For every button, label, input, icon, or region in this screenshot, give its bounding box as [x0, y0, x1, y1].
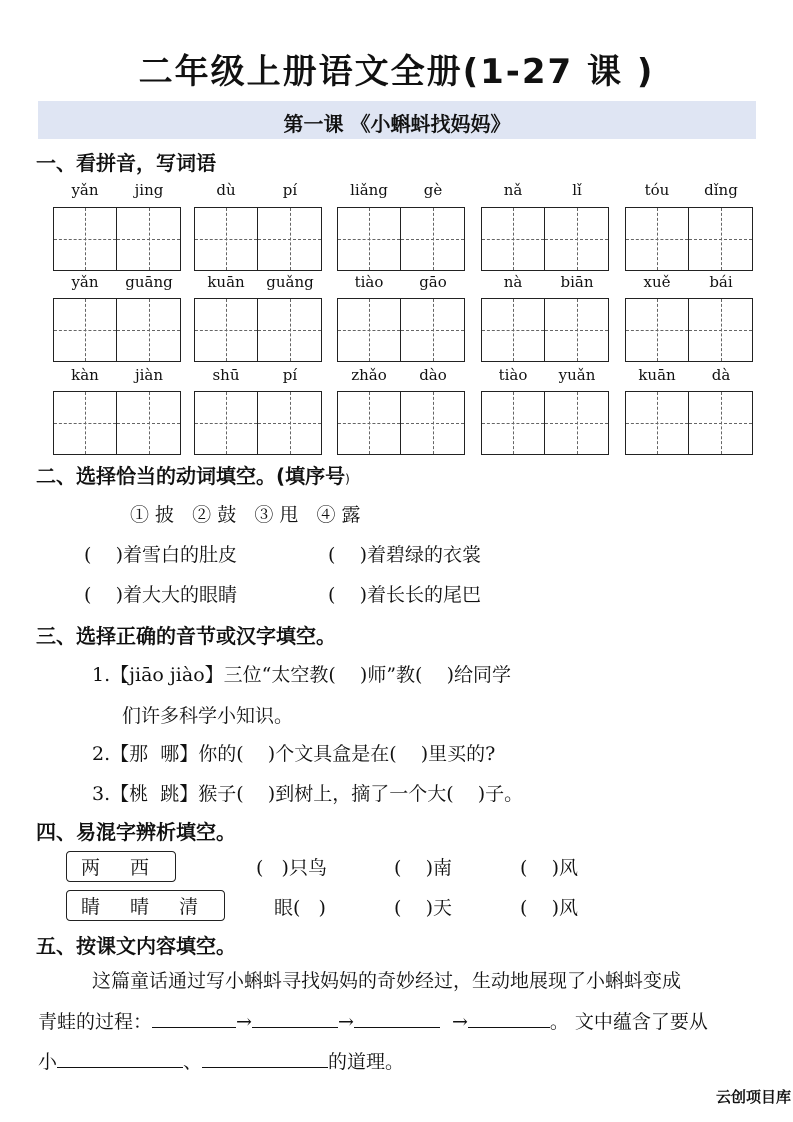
writing-cell[interactable]: [545, 391, 609, 455]
writing-box-pair[interactable]: [625, 298, 753, 362]
writing-cell[interactable]: [625, 207, 689, 271]
section5-title: 五、按课文内容填空。: [36, 934, 236, 958]
writing-box-pair[interactable]: [481, 207, 609, 271]
writing-cell[interactable]: [401, 298, 465, 362]
pinyin-syllable: shū: [212, 366, 240, 384]
answer-blank-3[interactable]: [354, 1009, 440, 1028]
verb-item-3: ( )着大大的眼睛: [84, 584, 237, 606]
pinyin-syllable: kàn: [71, 366, 99, 384]
pinyin-syllable: gè: [423, 181, 443, 199]
pinyin-syllable: nǎ: [503, 181, 523, 199]
lesson-title: 第一课 《小蝌蚪找妈妈》: [283, 112, 511, 136]
pinyin-syllable: jiàn: [134, 366, 164, 384]
writing-box-pair[interactable]: [194, 207, 322, 271]
q2-line: 2.【那 哪】你的( )个文具盒是在( )里买的?: [92, 743, 496, 765]
writing-cell[interactable]: [625, 298, 689, 362]
pinyin-syllable: guāng: [125, 273, 173, 291]
writing-cell[interactable]: [481, 207, 545, 271]
answer-blank-6[interactable]: [202, 1049, 328, 1068]
footer-watermark: 云创项目库: [715, 1088, 791, 1106]
group1-item-1: ( )只鸟: [256, 857, 327, 879]
summary-line2-start: 青蛙的过程：: [38, 1011, 153, 1033]
writing-cell[interactable]: [117, 207, 181, 271]
pinyin-syllable: nà: [503, 273, 523, 291]
pinyin-syllable: kuān: [638, 366, 676, 384]
writing-cell[interactable]: [194, 391, 258, 455]
writing-cell[interactable]: [117, 391, 181, 455]
pinyin-syllable: dǐng: [704, 181, 738, 199]
pinyin-syllable: bái: [709, 273, 733, 291]
pinyin-syllable: dù: [216, 181, 236, 199]
writing-cell[interactable]: [117, 298, 181, 362]
pinyin-syllable: tiào: [498, 366, 528, 384]
writing-cell[interactable]: [545, 298, 609, 362]
verb-item-2: ( )着碧绿的衣裳: [328, 544, 481, 566]
writing-box-pair[interactable]: [625, 207, 753, 271]
writing-cell[interactable]: [194, 298, 258, 362]
writing-cell[interactable]: [258, 298, 322, 362]
arrow-3: →: [451, 1011, 468, 1033]
summary-line2: [38, 1007, 708, 1034]
writing-box-pair[interactable]: [53, 207, 181, 271]
writing-cell[interactable]: [545, 207, 609, 271]
pinyin-syllable: tóu: [644, 181, 670, 199]
page-title: 二年级上册语文全册(1-27 课 ): [138, 52, 655, 92]
writing-box-pair[interactable]: [337, 298, 465, 362]
writing-cell[interactable]: [401, 207, 465, 271]
writing-cell[interactable]: [481, 298, 545, 362]
pinyin-syllable: gāo: [419, 273, 447, 291]
summary-line2-end: 。 文中蕴含了要从: [549, 1011, 708, 1033]
pinyin-syllable: yǎn: [71, 273, 99, 291]
group1-item-2: ( )南: [394, 857, 452, 879]
writing-box-pair[interactable]: [481, 298, 609, 362]
verb-item-1: ( )着雪白的肚皮: [84, 544, 237, 566]
q1-line1: 1.【jiāo jiào】三位“太空教( )师”教( )给同学: [92, 664, 512, 686]
writing-box-pair[interactable]: [337, 207, 465, 271]
answer-blank-2[interactable]: [252, 1009, 338, 1028]
writing-cell[interactable]: [401, 391, 465, 455]
arrow-1: →: [236, 1011, 252, 1033]
pinyin-syllable: lǐ: [572, 181, 582, 199]
pinyin-syllable: pí: [282, 181, 298, 199]
section4-title: 四、易混字辨析填空。: [36, 820, 236, 844]
writing-cell[interactable]: [258, 391, 322, 455]
section2-title-text: 二、选择恰当的动词填空。(填序号: [36, 464, 346, 488]
group2-item-3: ( )风: [520, 897, 578, 919]
writing-cell[interactable]: [53, 207, 117, 271]
answer-blank-4[interactable]: [468, 1009, 550, 1028]
writing-box-pair[interactable]: [337, 391, 465, 455]
pinyin-syllable: zhǎo: [351, 366, 387, 384]
writing-cell[interactable]: [53, 298, 117, 362]
summary-line3-start: 小: [38, 1051, 58, 1073]
writing-cell[interactable]: [194, 207, 258, 271]
writing-cell[interactable]: [481, 391, 545, 455]
pinyin-syllable: yǎn: [71, 181, 99, 199]
pinyin-syllable: guǎng: [266, 273, 314, 291]
q3-line: 3.【桃 跳】猴子( )到树上，摘了一个大( )子。: [92, 783, 524, 805]
summary-line3-end: 的道理。: [328, 1051, 405, 1073]
pinyin-syllable: xuě: [643, 273, 671, 291]
answer-blank-5[interactable]: [57, 1049, 183, 1068]
writing-cell[interactable]: [337, 298, 401, 362]
verb-item-4: ( )着长长的尾巴: [328, 584, 481, 606]
verb-options: ① 披 ② 鼓 ③ 甩 ④ 露: [130, 504, 361, 526]
answer-blank-1[interactable]: [152, 1009, 236, 1028]
writing-cell[interactable]: [689, 391, 753, 455]
writing-cell[interactable]: [337, 391, 401, 455]
section3-title: 三、选择正确的音节或汉字填空。: [36, 624, 336, 648]
writing-box-pair[interactable]: [194, 298, 322, 362]
writing-cell[interactable]: [625, 391, 689, 455]
pinyin-syllable: yuǎn: [558, 366, 596, 384]
pinyin-syllable: dào: [419, 366, 447, 384]
char-group-1: 两 西: [66, 851, 176, 882]
arrow-2: →: [337, 1011, 354, 1033]
writing-cell[interactable]: [689, 207, 753, 271]
group2-item-1: 眼( ): [274, 897, 326, 919]
writing-cell[interactable]: [689, 298, 753, 362]
writing-box-pair[interactable]: [53, 391, 181, 455]
writing-cell[interactable]: [53, 391, 117, 455]
writing-cell[interactable]: [258, 207, 322, 271]
section2-title-tail: ): [345, 472, 350, 486]
section2-title: [36, 460, 350, 489]
summary-line3: [38, 1047, 404, 1074]
pinyin-syllable: jing: [134, 181, 164, 199]
writing-box-pair[interactable]: [194, 391, 322, 455]
writing-box-pair[interactable]: [481, 391, 609, 455]
section1-title: 一、看拼音，写词语: [36, 151, 216, 175]
writing-box-pair[interactable]: [53, 298, 181, 362]
writing-box-pair[interactable]: [625, 391, 753, 455]
pinyin-syllable: biān: [560, 273, 594, 291]
q1-line2: 们许多科学小知识。: [122, 705, 294, 727]
pinyin-syllable: tiào: [354, 273, 384, 291]
writing-cell[interactable]: [337, 207, 401, 271]
pinyin-syllable: kuān: [207, 273, 245, 291]
pinyin-syllable: dà: [711, 366, 731, 384]
pinyin-syllable: pí: [282, 366, 298, 384]
pinyin-syllable: liǎng: [350, 181, 388, 199]
summary-line1: 这篇童话通过写小蝌蚪寻找妈妈的奇妙经过，生动地展现了小蝌蚪变成: [92, 970, 682, 992]
separator: 、: [183, 1051, 203, 1073]
group1-item-3: ( )风: [520, 857, 578, 879]
char-group-2: 睛 晴 清: [66, 890, 225, 921]
group2-item-2: ( )天: [394, 897, 452, 919]
